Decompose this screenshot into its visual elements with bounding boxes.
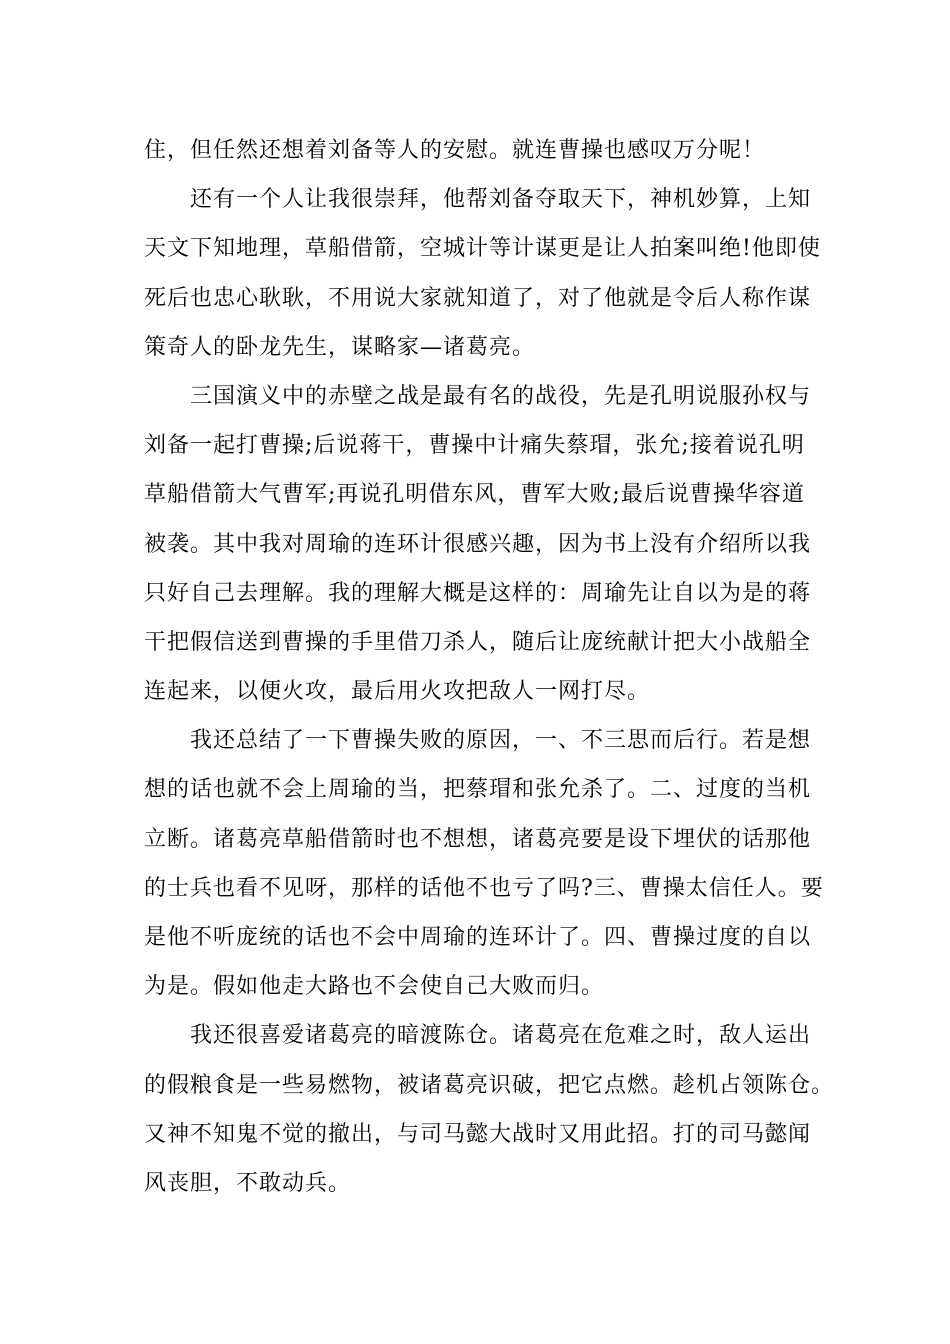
- text-line: 为是。假如他走大路也不会使自己大败而归。: [144, 974, 605, 1000]
- text-line: 干把假信送到曹操的手里借刀杀人，随后让庞统献计把大小战船全: [144, 629, 812, 655]
- text-line: 想的话也就不会上周瑜的当，把蔡瑁和张允杀了。二、过度的当机: [144, 777, 812, 803]
- text-line: 风丧胆，不敢动兵。: [144, 1170, 352, 1196]
- text-line: 是他不听庞统的话也不会中周瑜的连环计了。四、曹操过度的自以: [144, 925, 812, 950]
- text-line: 的假粮食是一些易燃物，被诸葛亮识破，把它点燃。趁机占领陈仓。: [144, 1072, 835, 1098]
- text-line: 我还总结了一下曹操失败的原因，一、不三思而后行。若是想: [190, 728, 812, 754]
- text-line: 又神不知鬼不觉的撤出，与司马懿大战时又用此招。打的司马懿闻: [144, 1121, 812, 1147]
- text-line: 草船借箭大气曹军;再说孔明借东风，曹军大败;最后说曹操华容道: [144, 482, 805, 508]
- text-line: 刘备一起打曹操;后说蒋干，曹操中计痛失蔡瑁，张允;接着说孔明: [144, 433, 805, 459]
- paragraph: [144, 372, 816, 716]
- paragraph: [144, 175, 821, 372]
- text-line: 住，但任然还想着刘备等人的安慰。就连曹操也感叹万分呢！: [144, 138, 766, 163]
- text-line: 还有一个人让我很崇拜，他帮刘备夺取天下，神机妙算，上知: [190, 187, 812, 213]
- text-line: 只好自己去理解。我的理解大概是这样的：周瑜先让自以为是的蒋: [144, 580, 812, 606]
- text-line: 我还很喜爱诸葛亮的暗渡陈仓。诸葛亮在危难之时，敌人运出: [190, 1023, 812, 1049]
- text-line: 连起来，以便火攻，最后用火攻把敌人一网打尽。: [144, 679, 651, 705]
- text-line: 天文下知地理，草船借箭，空城计等计谋更是让人拍案叫绝!他即使: [144, 236, 821, 262]
- paragraph: [144, 126, 816, 175]
- text-line: 立断。诸葛亮草船借箭时也不想想，诸葛亮要是设下埋伏的话那他: [144, 826, 812, 852]
- text-line: 三国演义中的赤壁之战是最有名的战役，先是孔明说服孙权与: [190, 383, 812, 409]
- paragraph: [144, 1011, 835, 1208]
- text-line: 死后也忠心耿耿，不用说大家就知道了，对了他就是令后人称作谋: [144, 285, 812, 311]
- text-line: 被袭。其中我对周瑜的连环计很感兴趣，因为书上没有介绍所以我: [144, 531, 812, 557]
- document-body: [144, 126, 835, 1208]
- text-line: 的士兵也看不见呀，那样的话他不也亏了吗?三、曹操太信任人。要: [144, 875, 824, 901]
- text-line: 策奇人的卧龙先生，谋略家—诸葛亮。: [144, 334, 536, 360]
- paragraph: [144, 716, 824, 1011]
